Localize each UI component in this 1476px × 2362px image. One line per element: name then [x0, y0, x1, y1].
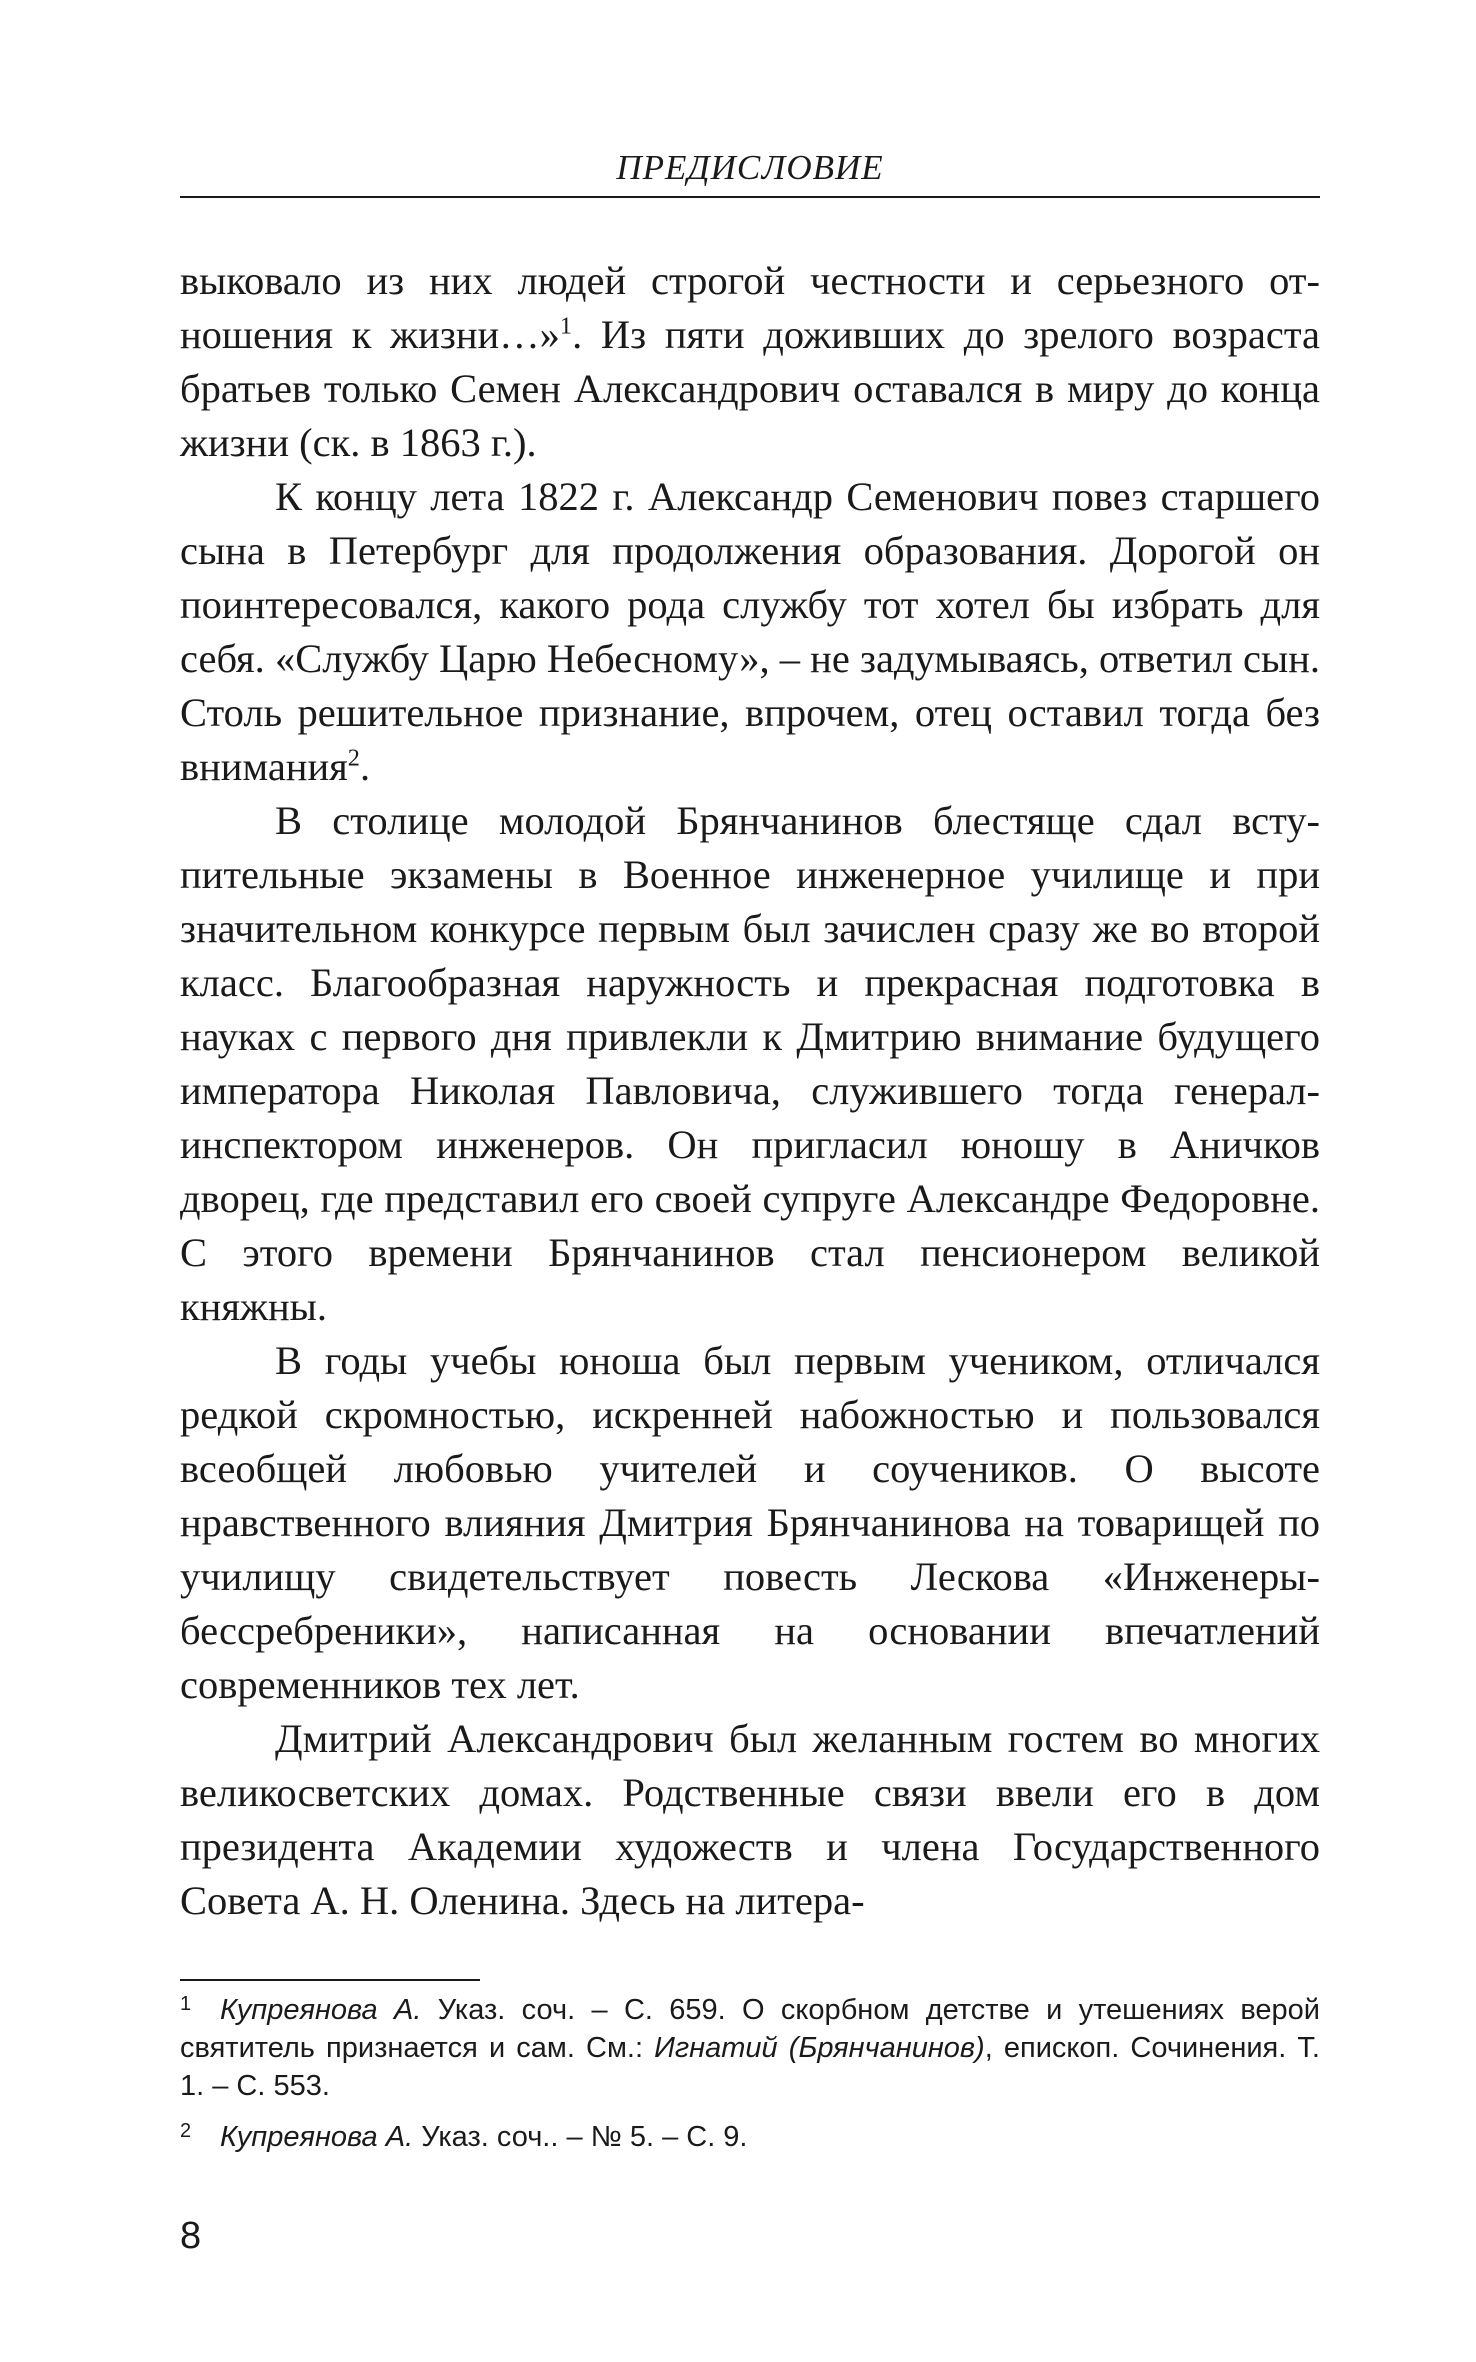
footnote-2: 2 Купреянова А. Указ. соч.. – № 5. – С. 9.: [180, 2120, 748, 2153]
paragraph-text: В столице молодой Брянчанинов блестяще сдал вступительные экзамены в Военное инженерное училище и при значительном конкурсе первым был зачислен сразу же во второй класс. Благообразная наружность и прекрасная подготовка в науках с первого дня привлекли к Дмитрию внимание будущего императора Николая Павловича, служившего тогда генерал-инспектором инженеров. Он пригласил юношу в Аничков дворец, где представил его своей супруге Александре Федоровне. С этого времени Брянчанинов стал пенсионером великой княжны.: [180, 798, 1320, 1329]
footnote-work: Игнатий (Брянчанинов): [654, 2032, 985, 2064]
body-text: [180, 254, 1320, 1928]
footnote-author: Купреянова А.: [220, 2121, 414, 2153]
running-head: ПРЕДИСЛОВИЕ: [616, 148, 884, 187]
paragraph-5: [180, 1712, 1320, 1928]
paragraph-1: [180, 254, 1320, 470]
footnote-1: 1 Купреянова А. Указ. соч. – С. 659. О скорбном детстве и утешениях верой святитель признается и сам. См.: Игнатий (Брянчанинов), епископ. Сочинения. Т. 1. – С. 553.: [180, 1993, 1320, 2102]
footnote-text: Указ. соч.. – № 5. – С. 9.: [413, 2121, 748, 2153]
footnote-ref-1: 1: [559, 312, 573, 340]
footnote-ref-2: 2: [347, 744, 360, 772]
page-number: 8: [180, 2215, 202, 2257]
footnotes: [180, 1991, 1320, 2169]
paragraph-text: .: [359, 744, 371, 789]
paragraph-text: Дмитрий Александрович был желанным гостем во многих великосветских домах. Родственные связи ввели его в дом президента Академии художеств и члена Государственного Совета А. Н. Оленина. Здесь на литера-: [180, 1716, 1320, 1923]
footnote-rule: [180, 1979, 480, 1981]
paragraph-text: . Из пяти доживших до зрелого возраста братьев только Семен Александрович оставался в миру до конца жизни (ск. в 1863 г.).: [180, 312, 1320, 465]
footnote-author: Купреянова А.: [220, 1994, 422, 2026]
paragraph-text: К концу лета 1822 г. Александр Семенович повез старшего сына в Петербург для продолжения образования. Дорогой он поинтересовался, какого рода службу тот хотел бы избрать для себя. «Службу Царю Небесному», – не задумываясь, ответил сын. Столь решительное признание, впрочем, отец оставил тогда без внимания: [180, 474, 1320, 789]
paragraph-4: [180, 1334, 1320, 1712]
paragraph-text: В годы учебы юноша был первым учеником, отличался редкой скромностью, искренней набожностью и пользовался всеобщей любовью учителей и соучеников. О высоте нравственного влияния Дмитрия Брянчанинова на товарищей по училищу свидетельствует повесть Лескова «Инженеры-бессребреники», написанная на основании впечатлений современников тех лет.: [180, 1338, 1320, 1707]
paragraph-text: выковало из них людей строгой честности и серьезного отношения к жизни…»: [180, 258, 1320, 357]
header-rule: [180, 196, 1320, 198]
paragraph-3: [180, 794, 1320, 1334]
footnote-text: Указ. соч. – С. 659. О скорбном детстве и утешениях верой святитель признается и сам. См.:: [180, 1994, 1320, 2064]
footnote-text: , епископ. Сочинения. Т. 1. – С. 553.: [180, 2032, 1320, 2102]
paragraph-2: [180, 470, 1320, 794]
